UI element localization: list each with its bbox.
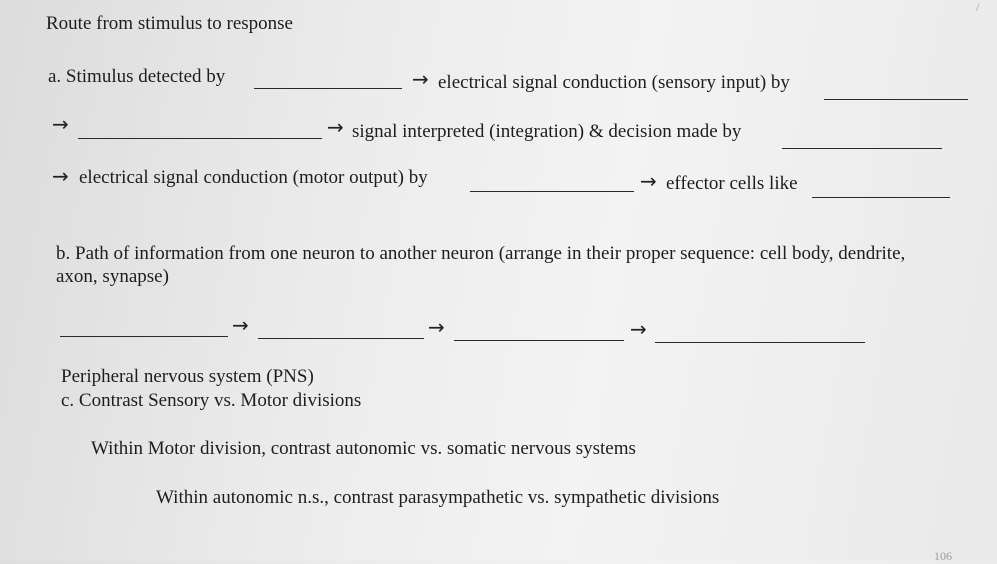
blank-signal-carrier[interactable] [78, 138, 322, 139]
blank-receptor[interactable] [254, 88, 402, 89]
blank-sequence-1[interactable] [60, 336, 228, 337]
corner-mark-top: / [976, 0, 980, 14]
page-title: Route from stimulus to response [46, 13, 293, 34]
motor-output-label: electrical signal conduction (motor output) by [79, 167, 428, 188]
arrow-right-icon: → [52, 164, 69, 188]
motor-division-prompt: Within Motor division, contrast autonomic vs. somatic nervous systems [91, 438, 636, 459]
arrow-right-icon: → [630, 317, 647, 341]
arrow-right-icon: → [640, 169, 657, 193]
blank-sequence-2[interactable] [258, 338, 424, 339]
blank-sequence-4[interactable] [655, 342, 865, 343]
arrow-right-icon: → [232, 313, 249, 337]
item-c-sensory-motor: c. Contrast Sensory vs. Motor divisions [61, 390, 362, 411]
arrow-right-icon: → [327, 115, 344, 139]
blank-integration-center[interactable] [782, 148, 942, 149]
sensory-input-label: electrical signal conduction (sensory input) by [438, 72, 790, 93]
blank-sensory-neuron[interactable] [824, 99, 968, 100]
stimulus-detected-label: a. Stimulus detected by [48, 66, 226, 87]
arrow-right-icon: → [52, 112, 69, 136]
arrow-right-icon: → [412, 67, 429, 91]
blank-effector-cells[interactable] [812, 197, 950, 198]
page-number: 106 [934, 549, 952, 563]
blank-sequence-3[interactable] [454, 340, 624, 341]
neuron-path-question: b. Path of information from one neuron to another neuron (arrange in their proper sequence: cell body, dendrite, [56, 243, 906, 264]
effector-cells-label: effector cells like [666, 173, 798, 194]
autonomic-prompt: Within autonomic n.s., contrast parasympathetic vs. sympathetic divisions [156, 487, 720, 508]
blank-motor-neuron[interactable] [470, 191, 634, 192]
neuron-path-question-cont: axon, synapse) [56, 266, 169, 287]
pns-heading: Peripheral nervous system (PNS) [61, 366, 314, 387]
arrow-right-icon: → [428, 315, 445, 339]
integration-label: signal interpreted (integration) & decision made by [352, 121, 742, 142]
